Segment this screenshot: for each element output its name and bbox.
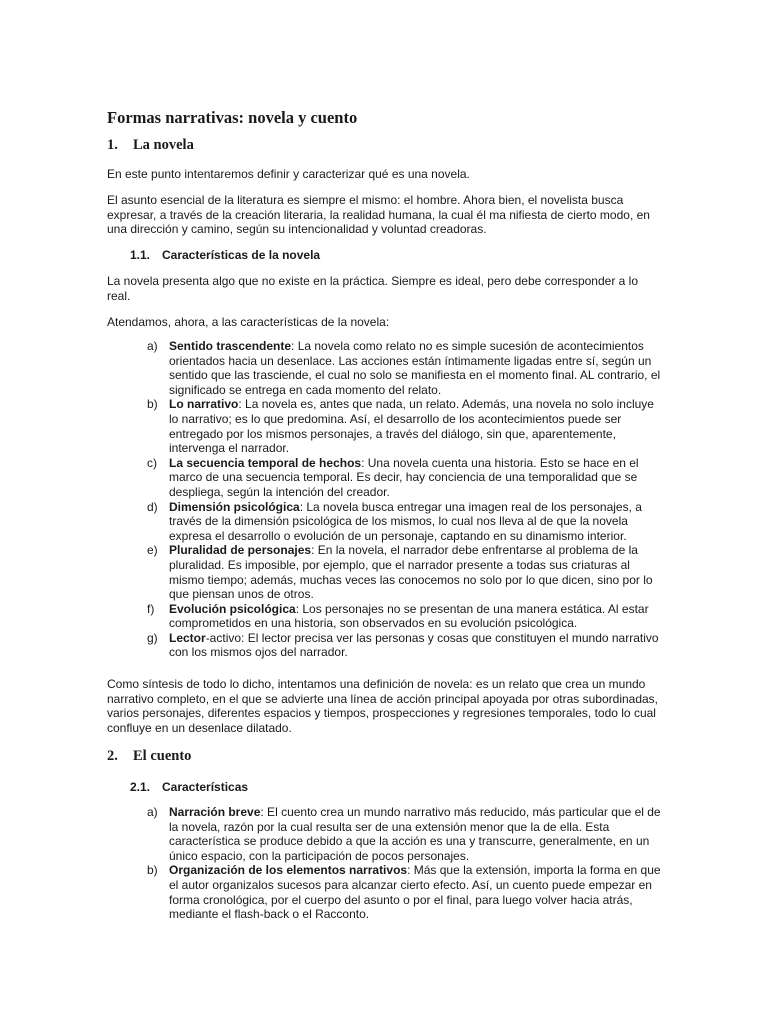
list-marker: b) — [147, 397, 158, 412]
list-marker: f) — [147, 601, 155, 616]
list-text: : Más que la extensión, importa la forma en que el autor organizalos sucesos para alcanzar cierto efecto. Así, un cuento puede empezar en forma cronológica, por el cuerpo del asunto o por el final, para luego volver hacia atrás, mediante el flash-back o el Racconto. — [169, 863, 661, 922]
list-term: La secuencia temporal de hechos — [169, 455, 362, 470]
subsection-heading-caracteristicas-cuento — [130, 780, 248, 794]
cuento-characteristics-list — [107, 805, 663, 922]
document-title: Formas narrativas: novela y cuento — [107, 108, 358, 127]
section-number: 2. — [107, 748, 118, 764]
list-marker: e) — [147, 543, 158, 558]
list-term: Lector — [169, 630, 206, 645]
paragraph-intro: En este punto intentaremos definir y caracterizar qué es una novela. — [107, 167, 470, 181]
list-text: -activo: El lector precisa ver las personas y cosas que constituyen el mundo narrativo con los mismos ojos del narrador. — [169, 630, 659, 660]
list-marker: d) — [147, 499, 158, 514]
list-text: : La novela busca entregar una imagen real de los personajes, a través de la dimensión psicológica de los mismos, lo cual nos lleva al de que la novela expresa el desarrollo o evolución de un personaje, captando en su dinamismo interior. — [169, 499, 642, 543]
list-term: Narración breve — [169, 805, 261, 819]
section-heading-cuento — [107, 748, 191, 765]
section-heading-novela — [107, 137, 194, 154]
list-text: : Una novela cuenta una historia. Esto se hace en el marco de una secuencia temporal. Es decir, hay conciencia de una temporalidad que se despliega, según la intención del creador. — [169, 455, 639, 499]
list-item — [107, 863, 663, 921]
list-term: Pluralidad de personajes — [169, 543, 312, 558]
list-term: Organización de los elementos narrativos — [169, 863, 408, 878]
list-marker: a) — [147, 805, 158, 819]
section-title: La novela — [133, 137, 194, 153]
paragraph-atendamos: Atendamos, ahora, a las características de la novela: — [107, 315, 390, 329]
list-item — [107, 602, 663, 631]
subsection-number: 1.1. — [130, 248, 151, 262]
list-item — [107, 339, 663, 397]
list-marker: c) — [147, 455, 157, 470]
subsection-title: Características — [162, 780, 249, 794]
list-item — [107, 456, 663, 500]
list-item — [107, 500, 663, 544]
list-text: : La novela como relato no es simple sucesión de acontecimientos orientados hacia un desenlace. Las acciones están íntimamente ligadas entre sí, según un sentido que las trasciende, el cual no solo se manifiesta en el momento final. AL contrario, el significado se entrega en cada momento del relato. — [169, 339, 661, 397]
novela-characteristics-list — [107, 339, 663, 660]
subsection-heading-caracteristicas-novela — [130, 248, 320, 262]
list-term: Evolución psicológica — [169, 601, 296, 616]
list-term: Dimensión psicológica — [169, 499, 300, 514]
section-title: El cuento — [133, 748, 192, 764]
list-text: : El cuento crea un mundo narrativo más reducido, más particular que el de la novela, razón por la cual resulta ser de una extensión menor que la de ella. Esta característica se produce debido a que la acción es una y transcurre, generalmente, en un único espacio, con la participación de pocos personajes. — [169, 805, 661, 863]
paragraph-asunto: El asunto esencial de la literatura es siempre el mismo: el hombre. Ahora bien, el novelista busca expresar, a través de la creación literaria, la realidad humana, la cual él ma nifiesta de cierto modo, en una dirección y camino, según su intencionalidad y voluntad creadoras. — [107, 193, 650, 237]
list-term: Sentido trascendente — [169, 339, 292, 353]
list-marker: b) — [147, 863, 158, 878]
list-term: Lo narrativo — [169, 397, 239, 412]
section-number: 1. — [107, 137, 118, 153]
list-item — [107, 543, 663, 601]
list-text: : En la novela, el narrador debe enfrentarse al problema de la pluralidad. Es imposible, por ejemplo, que el narrador presente a todas sus criaturas al mismo tiempo; además, muchas veces las conocemos no solo por lo que dicen, sino por lo que piensan unos de otros. — [169, 543, 653, 602]
list-marker: g) — [147, 630, 158, 645]
paragraph-novela-ideal: La novela presenta algo que no existe en la práctica. Siempre es ideal, pero debe corresponder a lo real. — [107, 274, 639, 303]
list-marker: a) — [147, 339, 158, 353]
paragraph-sintesis: Como síntesis de todo lo dicho, intentamos una definición de novela: es un relato que crea un mundo narrativo completo, en el que se advierte una línea de acción principal apoyada por otras subordinadas, varios personajes, diferentes espacios y tiempos, prospecciones y regresiones temporales, todo lo cual confluye en un desenlace dilatado. — [107, 677, 659, 735]
list-item — [107, 631, 663, 660]
list-text: : La novela es, antes que nada, un relato. Además, una novela no solo incluye lo narrativo; es lo que predomina. Así, el desarrollo de los acontecimientos puede ser entregado por los mismos personajes, a través del diálogo, sin que, aparentemente, intervenga el narrador. — [169, 397, 654, 456]
subsection-number: 2.1. — [130, 780, 151, 794]
list-item — [107, 397, 663, 455]
list-item — [107, 805, 663, 863]
list-text: : Los personajes no se presentan de una manera estática. Al estar comprometidos en una historia, son observados en su evolución psicológica. — [169, 601, 649, 631]
subsection-title: Características de la novela — [162, 248, 321, 262]
